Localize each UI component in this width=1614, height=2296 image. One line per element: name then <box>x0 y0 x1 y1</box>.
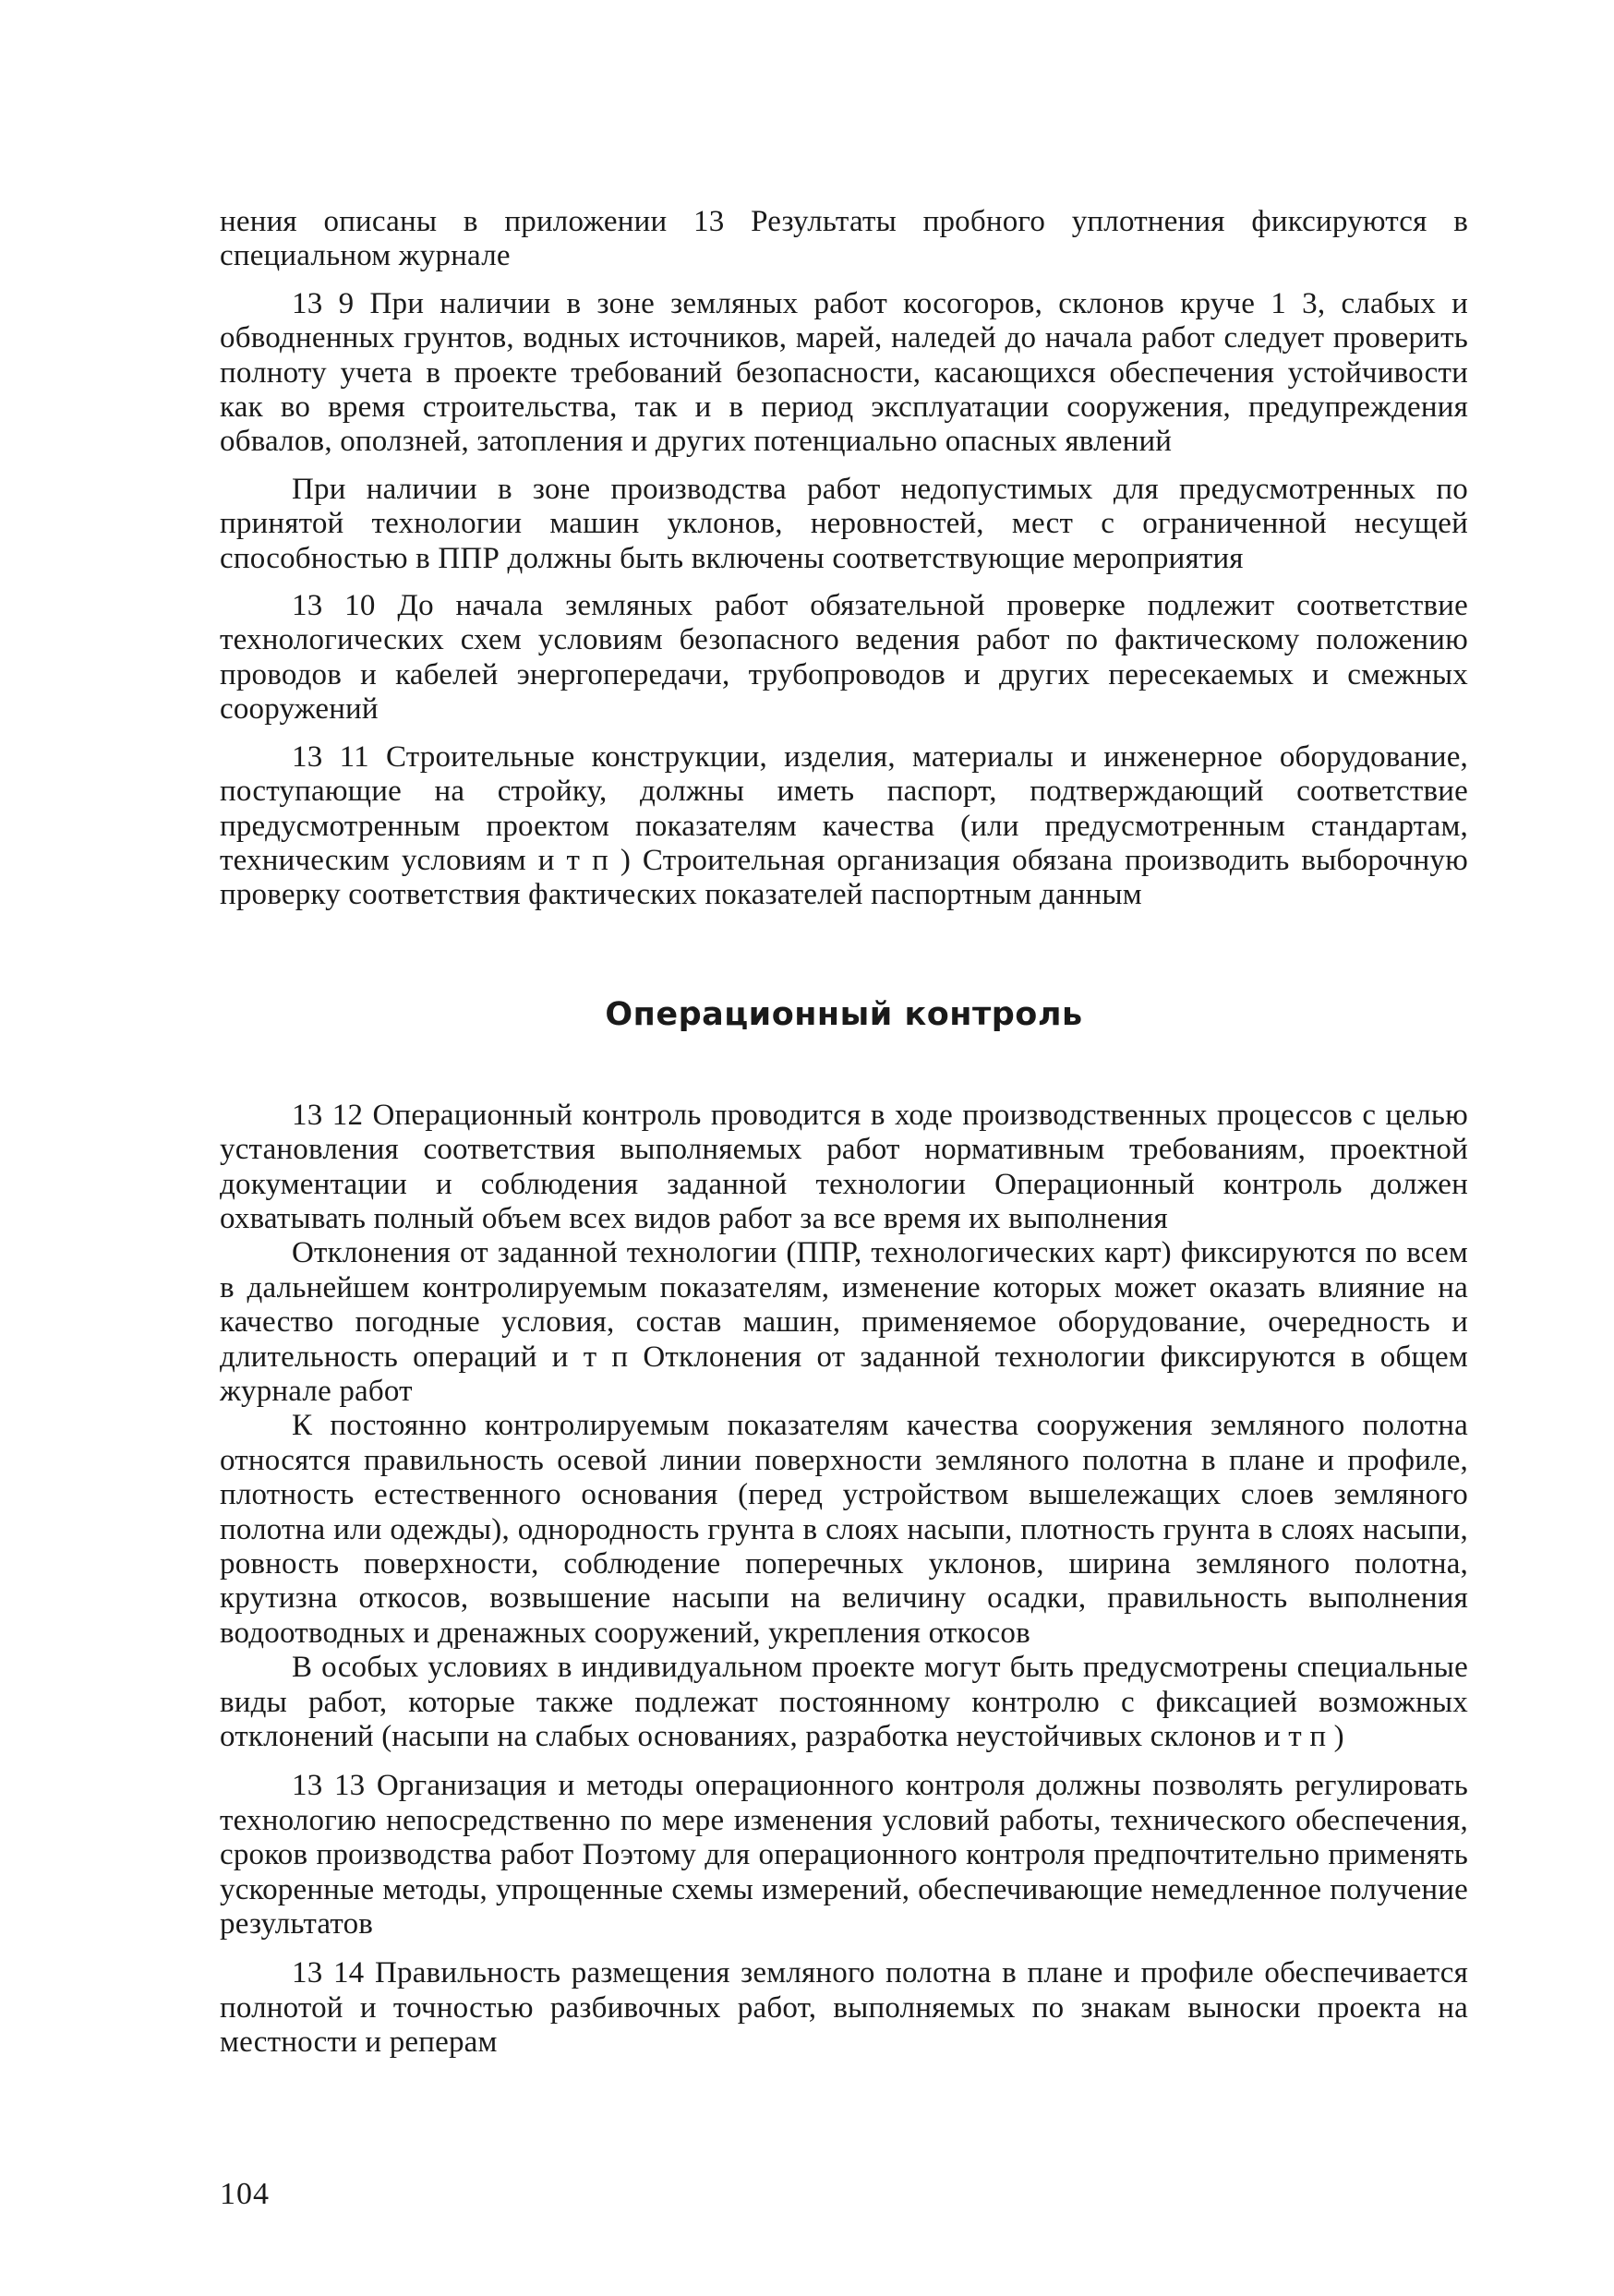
paragraph-13-13: 13 13 Организация и методы операционного контроля должны позволять регулировать технологию непосредственно по мере изменения условий работы, технического обеспечения, сроков производства работ Поэтому для операционного контроля предпочтительно применять ускоренные методы, упрощенные схемы измерений, обеспечивающие немедленное получение результатов <box>220 1769 1468 1941</box>
paragraph-13-10: 13 10 До начала земляных работ обязательной проверке подлежит соответствие технологических схем условиям безопасного ведения работ по фактическому положению проводов и кабелей энергопередачи, трубопроводов и других пересекаемых и смежных сооружений <box>220 589 1468 727</box>
section-heading: Операционный контроль <box>605 995 1083 1033</box>
paragraph-hazard-measures: При наличии в зоне производства работ недопустимых для предусмотренных по принятой технологии машин уклонов, неровностей, мест с ограниченной несущей способностью в ППР должны быть включены соответствующие мероприятия <box>220 472 1468 575</box>
paragraph-deviations: Отклонения от заданной технологии (ППР, технологических карт) фиксируются по всем в дальнейшем контролируемым показателям, изменение которых может оказать влияние на качество погодные условия, состав машин, применяемое оборудование, очередность и длительность операций и т п Отклонения от заданной технологии фиксируются в общем журнале работ <box>220 1236 1468 1408</box>
paragraph-13-12: 13 12 Операционный контроль проводится в ходе производственных процессов с целью установления соответствия выполняемых работ нормативным требованиям, проектной документации и соблюдения заданной технологии Операционный контроль должен охватывать полный объем всех видов работ за все время их выполнения <box>220 1098 1468 1235</box>
paragraph-special-conditions: В особых условиях в индивидуальном проекте могут быть предусмотрены специальные виды работ, которые также подлежат постоянному контролю с фиксацией возможных отклонений (насыпи на слабых основаниях, разработка неустойчивых склонов и т п ) <box>220 1651 1468 1754</box>
paragraph-quality-indicators: К постоянно контролируемым показателям качества сооружения земляного полотна относятся правильность осевой линии поверхности земляного полотна в плане и профиле, плотность естественного основания (перед устройством вышележащих слоев земляного полотна или одежды), однородность грунта в слоях насыпи, плотность грунта в слоях насыпи, ровность поверхности, соблюдение поперечных уклонов, ширина земляного полотна, крутизна откосов, возвышение насыпи на величину осадки, правильность выполнения водоотводных и дренажных сооружений, укрепления откосов <box>220 1409 1468 1650</box>
paragraph-13-9: 13 9 При наличии в зоне земляных работ косогоров, склонов круче 1 3, слабых и обводненных грунтов, водных источников, марей, наледей до начала работ следует проверить полноту учета в проекте требований безопасности, касающихся обеспечения устойчивости как во время строительства, так и в период эксплуатации сооружения, предупреждения обвалов, оползней, затопления и других потенциально опасных явлений <box>220 286 1468 459</box>
document-page <box>220 205 1468 2061</box>
page-number: 104 <box>220 2177 270 2211</box>
paragraph-13-14: 13 14 Правильность размещения земляного полотна в плане и профиле обеспечивается полнотой и точностью разбивочных работ, выполняемых по знакам выноски проекта на местности и реперам <box>220 1956 1468 2060</box>
paragraph-13-11: 13 11 Строительные конструкции, изделия, материалы и инженерное оборудование, поступающие на стройку, должны иметь паспорт, подтверждающий соответствие предусмотренным проектом показателям качества (или предусмотренным стандартам, техническим условиям и т п ) Строительная организация обязана производить выборочную проверку соответствия фактических показателей паспортным данным <box>220 739 1468 912</box>
paragraph-continuation: нения описаны в приложении 13 Результаты пробного уплотнения фиксируются в специальном журнале <box>220 205 1468 273</box>
